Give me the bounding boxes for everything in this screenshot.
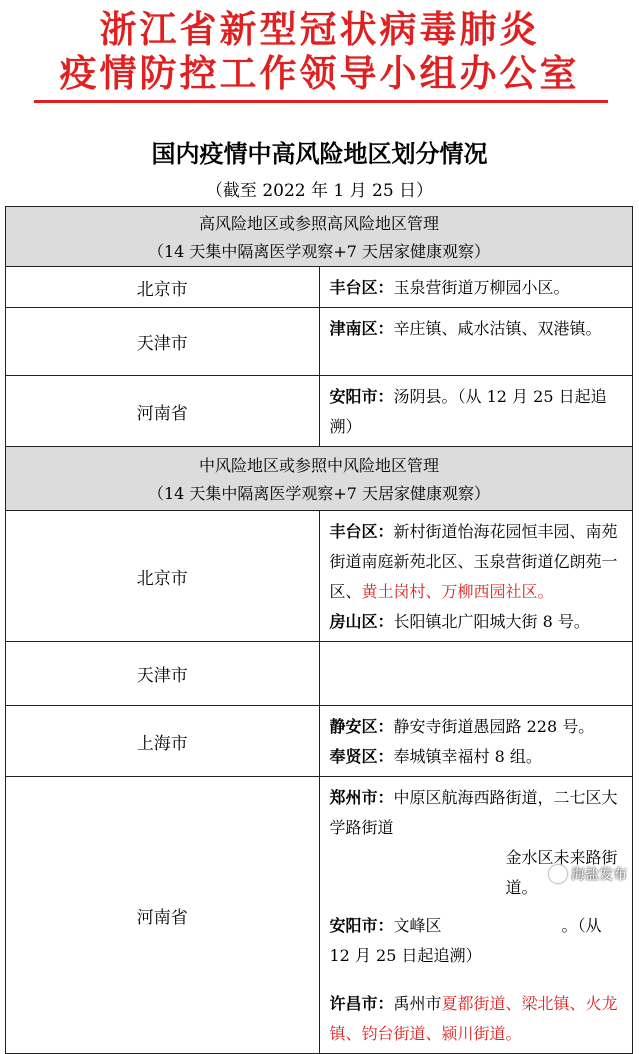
area-text: 。（从 12 月 25 日起追溯） <box>329 916 602 965</box>
area-detail-cell <box>319 376 633 447</box>
header-divider <box>34 100 608 103</box>
city-label: 安阳市： <box>329 916 394 935</box>
table-row <box>6 267 633 308</box>
area-text: 玉泉营街道万柳园小区。 <box>393 278 570 297</box>
area-detail-cell <box>319 308 633 376</box>
area-text: 金水区未来路街道。 <box>505 848 618 897</box>
table-row <box>6 376 633 447</box>
area-text: 长阳镇北广阳城大街 8 号。 <box>393 612 590 631</box>
district-label: 津南区： <box>329 319 394 338</box>
medium-risk-section-header <box>6 447 633 511</box>
high-risk-section-header <box>6 207 633 267</box>
area-text: 文峰区 <box>393 916 442 935</box>
city-label: 许昌市： <box>329 994 394 1013</box>
medium-risk-quarantine-note: （14 天集中隔离医学观察+7 天居家健康观察） <box>147 483 491 503</box>
area-text: 汤阴县。（从 12 月 25 日起追溯） <box>329 387 607 436</box>
province-cell: 上海市 <box>6 706 320 777</box>
medium-risk-heading: 中风险地区或参照中风险地区管理 <box>198 455 439 475</box>
table-row <box>6 308 633 376</box>
province-cell: 北京市 <box>6 267 320 308</box>
area-text: 禹州市 <box>393 994 442 1013</box>
area-text: 静安寺街道愚园路 228 号。 <box>393 717 595 736</box>
table-row <box>6 706 633 777</box>
district-label: 奉贤区： <box>329 747 394 766</box>
city-label: 安阳市： <box>329 387 394 406</box>
district-label: 房山区： <box>329 612 394 631</box>
province-cell: 河南省 <box>6 777 320 1054</box>
area-detail-cell <box>319 511 633 642</box>
area-detail-cell <box>319 777 633 1054</box>
area-text: 奉城镇幸福村 8 组。 <box>393 747 542 766</box>
watermark-text: 海盐发布 <box>571 867 627 883</box>
province-cell: 北京市 <box>6 511 320 642</box>
district-label: 丰台区： <box>329 522 394 541</box>
table-row <box>6 511 633 642</box>
office-header-line1: 浙江省新型冠状病毒肺炎 <box>99 8 540 51</box>
watermark <box>549 864 627 884</box>
province-cell: 河南省 <box>6 376 320 447</box>
area-detail-cell <box>319 267 633 308</box>
district-label: 静安区： <box>329 717 394 736</box>
office-header-line2: 疫情防控工作领导小组办公室 <box>59 52 580 95</box>
area-text-highlight: 黄土岗村、万柳西园社区。 <box>361 582 554 601</box>
province-cell: 天津市 <box>6 308 320 376</box>
city-label: 郑州市： <box>329 788 394 807</box>
area-text: 辛庄镇、咸水沽镇、双港镇。 <box>393 319 602 338</box>
wechat-icon <box>549 865 567 883</box>
risk-area-table <box>5 206 633 1054</box>
area-text-highlight: 夏都街道、梁北镇、火龙镇、钧台街道、颍川街道。 <box>329 994 618 1043</box>
table-row <box>6 777 633 1054</box>
high-risk-heading: 高风险地区或参照高风险地区管理 <box>198 213 439 233</box>
area-text: 中原区航海西路街道，二七区大学路街道 <box>329 788 618 837</box>
area-text: 新村街道怡海花园恒丰园、南苑街道南庭新苑北区、玉泉营街道亿朗苑一区、 <box>329 522 618 601</box>
table-row <box>6 642 633 706</box>
high-risk-quarantine-note: （14 天集中隔离医学观察+7 天居家健康观察） <box>147 241 491 261</box>
page-title: 国内疫情中高风险地区划分情况 <box>151 140 488 168</box>
province-cell: 天津市 <box>6 642 320 706</box>
area-detail-cell <box>319 642 633 706</box>
area-detail-cell <box>319 706 633 777</box>
district-label: 丰台区： <box>329 278 394 297</box>
as-of-date: （截至 2022 年 1 月 25 日） <box>205 181 434 201</box>
